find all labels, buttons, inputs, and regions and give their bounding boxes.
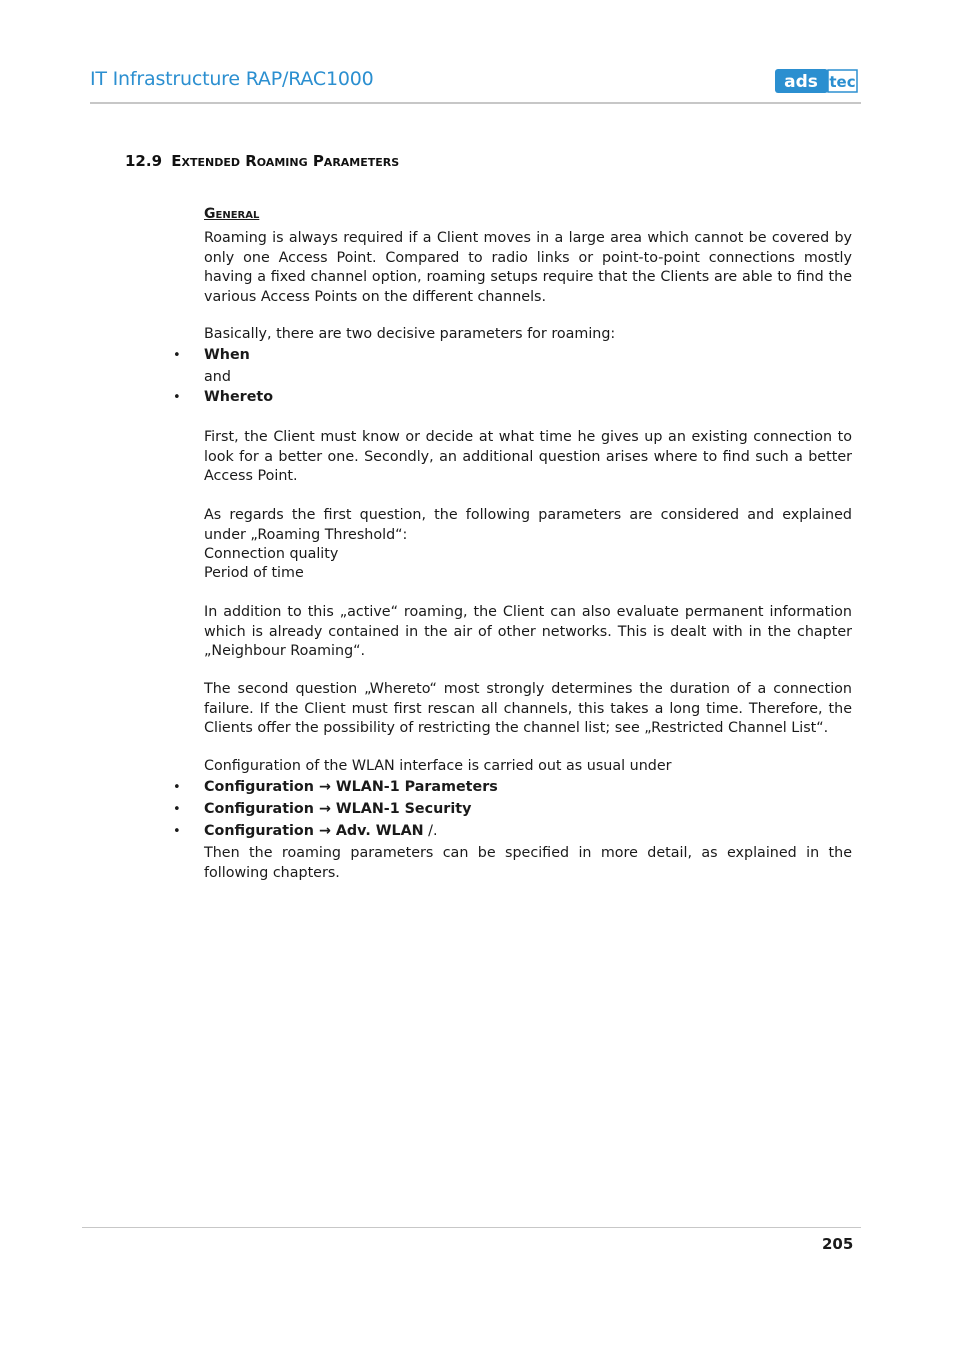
- paragraph-period-of-time: Period of time: [204, 565, 304, 581]
- section-heading: [125, 152, 399, 170]
- paragraph-roaming-threshold: As regards the first question, the following parameters are considered and explained under „Roaming Threshold“:: [204, 507, 852, 543]
- paragraph-connection-quality: Connection quality: [204, 546, 339, 562]
- paragraph-second-question: The second question „Whereto“ most strongly determines the duration of a connection failure. If the Client must first rescan all channels, this takes a long time. Therefore, the Clients offer the possibility of restricting the channel list; see „Restricted Channel List“.: [204, 681, 852, 736]
- paragraph-and: and: [204, 369, 231, 385]
- bullet-dot: •: [173, 802, 181, 817]
- config-item-label: Configuration → WLAN-1 Parameters: [204, 779, 498, 795]
- paragraph-first-question: First, the Client must know or decide at what time he gives up an existing connection to look for a better one. Secondly, an additional question arises where to find such a better Access Point.: [204, 429, 852, 484]
- paragraph-decisive-parameters: Basically, there are two decisive parameters for roaming:: [204, 326, 616, 342]
- bullet-dot: •: [173, 390, 181, 405]
- header-divider: [90, 102, 861, 104]
- bullet-dot: •: [173, 824, 181, 839]
- paragraph-neighbour-roaming: In addition to this „active“ roaming, the Client can also evaluate permanent information which is already contained in the air of other networks. This is dealt with in the chapter „Neighbour Roaming“.: [204, 604, 852, 659]
- bullet-whereto-text: Whereto: [204, 389, 274, 405]
- config-item-suffix: /.: [423, 823, 438, 839]
- bullet-when-text: When: [204, 347, 250, 363]
- paragraph-intro: Roaming is always required if a Client moves in a large area which cannot be covered by only one Access Point. Compared to radio links or point-to-point connections mostly having a fixed channel option, roaming setups require that the Clients are able to find the various Access Points on the different channels.: [204, 230, 852, 305]
- logo-text-tec: tec: [829, 73, 856, 91]
- config-item-label: Configuration → Adv. WLAN: [204, 823, 424, 839]
- page-number: 205: [822, 1235, 854, 1253]
- header-title: IT Infrastructure RAP/RAC1000: [90, 68, 374, 90]
- paragraph-configuration: Configuration of the WLAN interface is carried out as usual under: [204, 758, 672, 774]
- config-item-label: Configuration → WLAN-1 Security: [204, 801, 472, 817]
- section-number: 12.9: [125, 152, 163, 170]
- logo-text-ads: ads: [784, 72, 818, 92]
- paragraph-following-chapters: Then the roaming parameters can be specified in more detail, as explained in the following chapters.: [204, 845, 852, 881]
- footer-divider: [82, 1227, 861, 1228]
- bullet-dot: •: [173, 780, 181, 795]
- subsection-heading: General: [204, 206, 260, 222]
- section-title: Extended Roaming Parameters: [171, 152, 400, 170]
- ads-tec-logo: [775, 69, 858, 93]
- bullet-dot: •: [173, 348, 181, 363]
